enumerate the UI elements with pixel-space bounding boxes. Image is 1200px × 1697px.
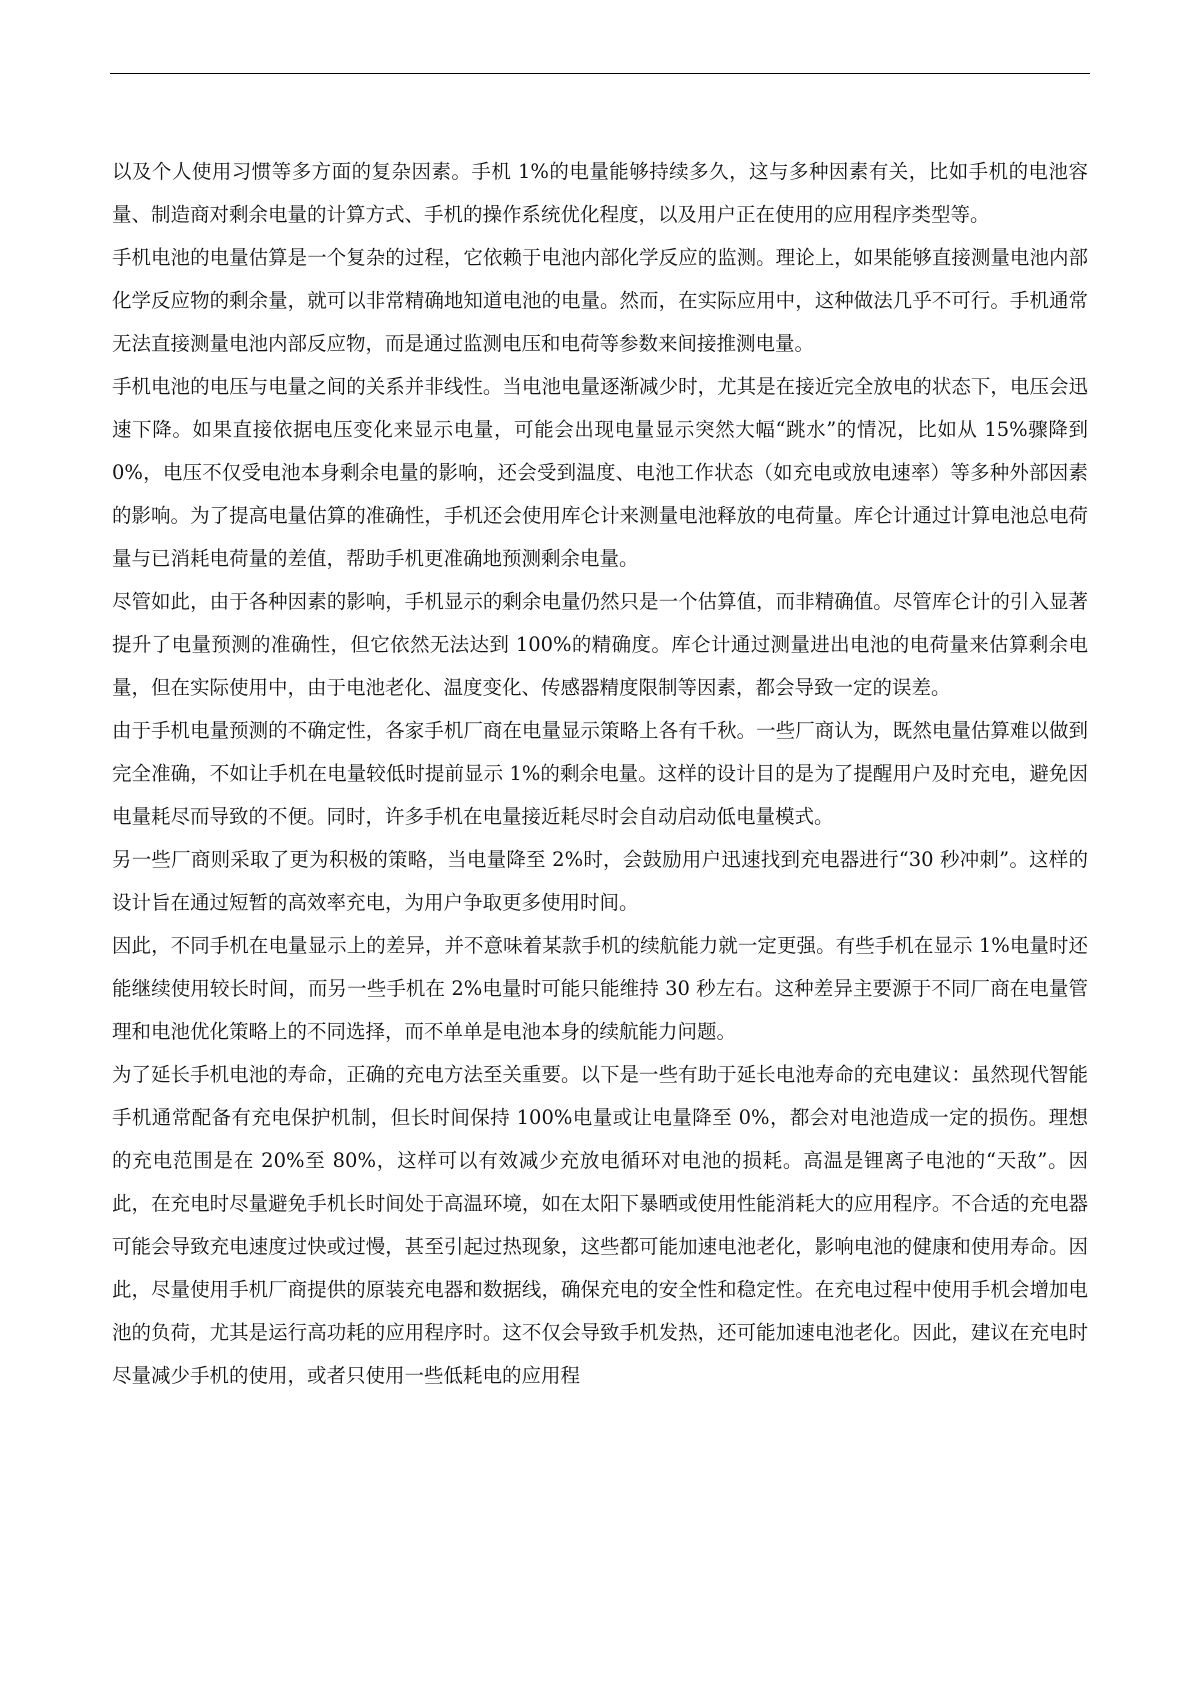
- paragraph: 以及个人使用习惯等多方面的复杂因素。手机 1%的电量能够持续多久，这与多种因素有关，比如手机的电池容量、制造商对剩余电量的计算方式、手机的操作系统优化程度，以及用户正在使用的应用程序类型等。: [112, 160, 1088, 226]
- paragraph: 尽管如此，由于各种因素的影响，手机显示的剩余电量仍然只是一个估算值，而非精确值。尽管库仑计的引入显著提升了电量预测的准确性，但它依然无法达到 100%的精确度。库仑计通过测量进出电池的电荷量来估算剩余电量，但在实际使用中，由于电池老化、温度变化、传感器精度限制等因素，都会导致一定的误差。: [112, 590, 1088, 699]
- paragraph: 由于手机电量预测的不确定性，各家手机厂商在电量显示策略上各有千秋。一些厂商认为，既然电量估算难以做到完全准确，不如让手机在电量较低时提前显示 1%的剩余电量。这样的设计目的是为了提醒用户及时充电，避免因电量耗尽而导致的不便。同时，许多手机在电量接近耗尽时会自动启动低电量模式。: [112, 719, 1088, 828]
- paragraph: 手机电池的电量估算是一个复杂的过程，它依赖于电池内部化学反应的监测。理论上，如果能够直接测量电池内部化学反应物的剩余量，就可以非常精确地知道电池的电量。然而，在实际应用中，这种做法几乎不可行。手机通常无法直接测量电池内部反应物，而是通过监测电压和电荷等参数来间接推测电量。: [112, 246, 1088, 355]
- paragraph: 因此，不同手机在电量显示上的差异，并不意味着某款手机的续航能力就一定更强。有些手机在显示 1%电量时还能继续使用较长时间，而另一些手机在 2%电量时可能只能维持 30 秒左右。这种差异主要源于不同厂商在电量管理和电池优化策略上的不同选择，而不单单是电池本身的续航能力问题。: [112, 934, 1088, 1043]
- paragraph: 为了延长手机电池的寿命，正确的充电方法至关重要。以下是一些有助于延长电池寿命的充电建议：虽然现代智能手机通常配备有充电保护机制，但长时间保持 100%电量或让电量降至 0%，都会对电池造成一定的损伤。理想的充电范围是在 20%至 80%，这样可以有效减少充放电循环对电池的损耗。高温是锂离子电池的“天敌”。因此，在充电时尽量避免手机长时间处于高温环境，如在太阳下暴晒或使用性能消耗大的应用程序。不合适的充电器可能会导致充电速度过快或过慢，甚至引起过热现象，这些都可能加速电池老化，影响电池的健康和使用寿命。因此，尽量使用手机厂商提供的原装充电器和数据线，确保充电的安全性和稳定性。在充电过程中使用手机会增加电池的负荷，尤其是运行高功耗的应用程序时。这不仅会导致手机发热，还可能加速电池老化。因此，建议在充电时尽量减少手机的使用，或者只使用一些低耗电的应用程: [112, 1063, 1088, 1387]
- header-rule: [110, 73, 1090, 74]
- document-body: [112, 150, 1088, 1397]
- paragraph: 另一些厂商则采取了更为积极的策略，当电量降至 2%时，会鼓励用户迅速找到充电器进行“30 秒冲刺”。这样的设计旨在通过短暂的高效率充电，为用户争取更多使用时间。: [112, 848, 1088, 914]
- paragraph: 手机电池的电压与电量之间的关系并非线性。当电池电量逐渐减少时，尤其是在接近完全放电的状态下，电压会迅速下降。如果直接依据电压变化来显示电量，可能会出现电量显示突然大幅“跳水”的情况，比如从 15%骤降到 0%，电压不仅受电池本身剩余电量的影响，还会受到温度、电池工作状态（如充电或放电速率）等多种外部因素的影响。为了提高电量估算的准确性，手机还会使用库仑计来测量电池释放的电荷量。库仑计通过计算电池总电荷量与已消耗电荷量的差值，帮助手机更准确地预测剩余电量。: [112, 375, 1088, 570]
